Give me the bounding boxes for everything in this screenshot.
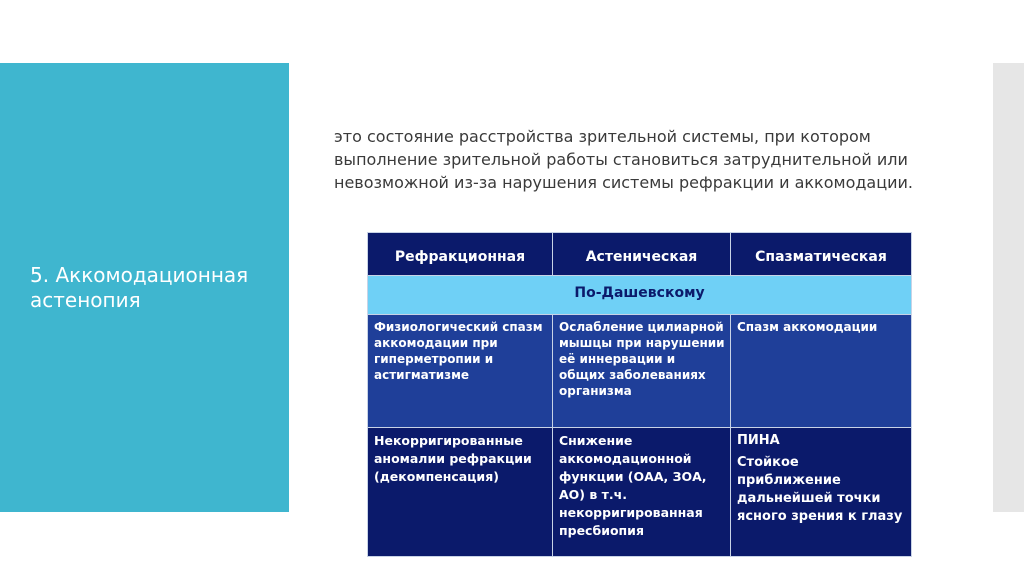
classification-table [367, 232, 912, 557]
slide-title: 5. Аккомодационная астенопия [30, 263, 249, 312]
cell-text: Снижение аккомодационной функции (ОАА, ЗОА, АО) в т.ч. некорригированная пресбиопия [559, 433, 707, 538]
subheader-row [368, 276, 912, 315]
cell-text: Физиологический спазм аккомодации при гиперметропии и астигматизме [374, 320, 543, 382]
header-row [368, 233, 912, 276]
subheader-label: По-Дашевскому [574, 285, 705, 301]
pina-label: ПИНА [737, 433, 780, 448]
table-cell [368, 315, 553, 428]
table-cell [731, 428, 912, 557]
header-cell-asthenic [553, 233, 731, 276]
cell-text: Некорригированные аномалии рефракции (декомпенсация) [374, 433, 532, 484]
header-cell-refractive [368, 233, 553, 276]
header-cell-spasmodic [731, 233, 912, 276]
description-text: это состояние расстройства зрительной системы, при котором выполнение зрительной работы становиться затруднительной или невозможной из-за нарушения системы рефракции и аккомодации. [334, 127, 913, 192]
subheader-cell [368, 276, 912, 315]
header-label: Астеническая [585, 249, 698, 265]
table-cell [553, 428, 731, 557]
table-row [368, 315, 912, 428]
header-label: Рефракционная [394, 249, 526, 265]
table-cell [553, 315, 731, 428]
header-label: Спазматическая [755, 249, 887, 265]
classification-table-frame [367, 232, 911, 560]
side-bar [993, 63, 1024, 512]
cell-text: Ослабление цилиарной мышцы при нарушении её иннервации и общих заболеваниях организма [559, 320, 725, 398]
table-cell [368, 428, 553, 557]
cell-text: Стойкое приближение дальнейшей точки ясного зрения к глазу [737, 455, 903, 524]
cell-text: Спазм аккомодации [737, 320, 878, 334]
table-cell [731, 315, 912, 428]
table-row [368, 428, 912, 557]
